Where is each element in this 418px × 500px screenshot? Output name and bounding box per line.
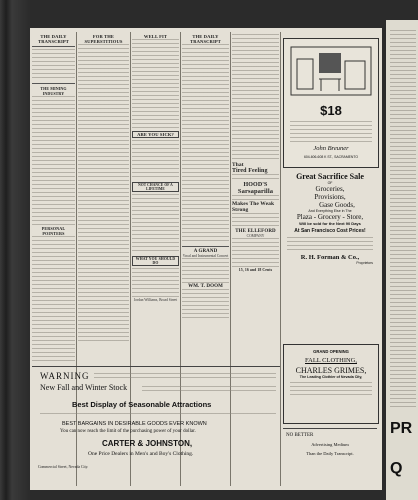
sale-owner: R. H. Forman & Co.,: [300, 254, 360, 261]
elleford-company: COMPANY: [246, 234, 265, 238]
column-heading: FOR THE SUPERSTITIOUS: [84, 34, 123, 44]
ad-line: That: [232, 162, 244, 168]
warning-bargains: BEST BARGAINS IN DESIRABLE GOODS EVER KNOWN: [62, 421, 207, 427]
newspaper-page: [30, 28, 382, 490]
breuner-name: John Breuner: [313, 145, 349, 152]
sale-props: Proprietors: [356, 261, 373, 265]
warning-reach: You can now reach the limit of the purchasing power of your dollar.: [60, 429, 196, 434]
column-heading: WELL FIT: [143, 34, 168, 39]
concert-heading: A GRAND: [193, 249, 218, 254]
edge-text: PR: [390, 420, 413, 437]
no-better-line: Than the Daily Transcript.: [306, 451, 354, 456]
warning-title: WARNING: [40, 371, 90, 381]
breuner-ad: [283, 38, 379, 168]
masthead: THE DAILY TRANSCRIPT: [38, 34, 69, 44]
no-better-ad: [283, 428, 377, 481]
sale-title: Great Sacrifice Sale: [296, 172, 364, 181]
ad-line: Makes The Weak Strong: [232, 201, 275, 213]
sale-of: OF: [327, 181, 333, 185]
adjacent-page-edge: [386, 20, 418, 500]
warning-fall: New Fall and Winter Stock: [40, 383, 128, 392]
warning-firm: CARTER & JOHNSTON,: [102, 439, 193, 448]
sale-line: Will be sold for the Next 90 Days: [299, 221, 361, 226]
sale-store: Plaza - Grocery - Store,: [296, 213, 364, 221]
sale-item: Provisions,: [314, 193, 346, 201]
grimes-ad: [283, 344, 379, 424]
concert-subheading: Vocal and Instrumental Concert: [182, 254, 229, 258]
elleford-title: THE ELLEFORD: [235, 229, 276, 234]
ad-heading: WHAT YOU SHOULD DO: [132, 256, 179, 266]
no-better-line: Advertising Medium: [311, 442, 349, 447]
ad-line: 15, 16 and 18 Cents: [238, 268, 273, 272]
sale-line: At San Francisco Cost Prices!: [294, 228, 366, 234]
grimes-name: CHARLES GRIMES,: [295, 366, 367, 375]
warning-best: Best Display of Seasonable Attractions: [72, 400, 212, 409]
warning-ad: [32, 366, 280, 487]
ad-heading: NOT CHANCE OF A LIFETIME: [132, 182, 179, 192]
breuner-address: 604-606-608 K ST., SACRAMENTO: [303, 155, 359, 159]
sarsaparilla-title: Sarsaparilla: [237, 188, 274, 195]
sale-item: Gase Goods,: [319, 201, 355, 209]
ad-heading: ARE YOU SICK?: [132, 131, 179, 138]
price: $18: [320, 103, 342, 118]
ad-footer: Jordan Williams, Broad Street: [133, 298, 178, 302]
grimes-tag: The Leading Clothier of Nevada City,: [299, 375, 363, 379]
column-rule: [280, 32, 281, 486]
sale-line: And Everything Else in The: [308, 209, 352, 213]
ad-line: Tired Feeling: [232, 168, 268, 174]
hoods-title: HOOD'S: [243, 182, 268, 188]
warning-street: Commercial Street, Nevada City.: [38, 465, 89, 469]
trade-heading: WM. T. DOOM: [188, 284, 223, 289]
section-heading: THE MINING INDUSTRY: [40, 86, 67, 96]
sale-item: Groceries,: [315, 185, 345, 193]
sale-ad: [283, 172, 377, 337]
furniture-illustration: [285, 41, 377, 101]
edge-text: Q: [390, 460, 403, 477]
section-heading: PERSONAL POINTERS: [41, 226, 66, 236]
no-better-line: NO BETTER: [286, 433, 314, 438]
grimes-fall: FALL CLOTHING,: [305, 357, 357, 364]
warning-one-price: One Price Dealers in Men's and Boy's Clothing.: [88, 451, 194, 457]
grimes-opening: GRAND OPENING: [313, 349, 349, 354]
column-heading: THE DAILY TRANSCRIPT: [190, 34, 221, 44]
